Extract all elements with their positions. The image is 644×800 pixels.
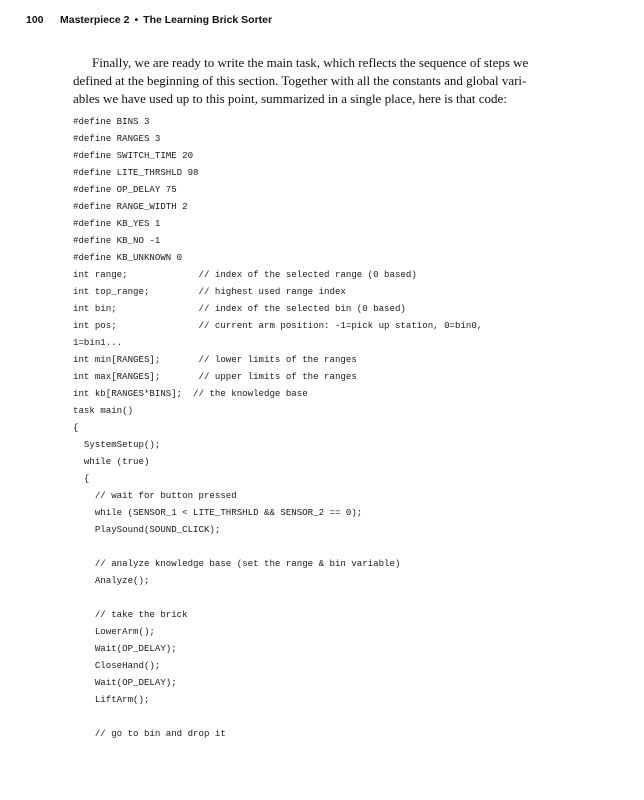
code-line: while (true) [73,456,150,467]
code-line: // analyze knowledge base (set the range & bin variable) [73,558,401,569]
code-line [73,708,482,725]
code-line: #define KB_YES 1 [73,218,161,229]
code-line: #define OP_DELAY 75 [73,184,177,195]
code-line: { [73,473,90,484]
code-line: // wait for button pressed [73,490,237,501]
code-line: PlaySound(SOUND_CLICK); [73,524,221,535]
code-line: int min[RANGES]; // lower limits of the ranges [73,354,357,365]
code-line: Wait(OP_DELAY); [73,643,177,654]
code-line: #define BINS 3 [73,116,150,127]
page-number: 100 [26,14,44,26]
code-line: task main() [73,405,134,416]
code-line: #define RANGES 3 [73,133,161,144]
code-line: #define LITE_THRSHLD 98 [73,167,199,178]
code-line: #define KB_NO -1 [73,235,161,246]
intro-line: ables we have used up to this point, summarized in a single place, here is that code: [73,91,507,106]
code-line [73,589,482,606]
code-line: #define SWITCH_TIME 20 [73,150,194,161]
code-line: int bin; // index of the selected bin (0 based) [73,303,406,314]
code-line: Analyze(); [73,575,150,586]
code-line: LowerArm(); [73,626,155,637]
code-line: Wait(OP_DELAY); [73,677,177,688]
code-line: // go to bin and drop it [73,728,226,739]
header-separator: • [134,14,139,26]
code-line: #define KB_UNKNOWN 0 [73,252,183,263]
code-line: while (SENSOR_1 < LITE_THRSHLD && SENSOR_2 == 0); [73,507,363,518]
code-line: // take the brick [73,609,188,620]
code-line: CloseHand(); [73,660,161,671]
code-line: int range; // index of the selected range (0 based) [73,269,417,280]
intro-line: defined at the beginning of this section. Together with all the constants and global vari- [73,73,527,88]
intro-paragraph [73,54,563,108]
code-line: SystemSetup(); [73,439,161,450]
code-line: #define RANGE_WIDTH 2 [73,201,188,212]
code-line: LiftArm(); [73,694,150,705]
code-line: int max[RANGES]; // upper limits of the ranges [73,371,357,382]
running-header [26,14,272,32]
code-line: int kb[RANGES*BINS]; // the knowledge base [73,388,308,399]
code-line [73,538,482,555]
intro-line: Finally, we are ready to write the main task, which reflects the sequence of steps we [92,55,529,70]
code-line: int top_range; // highest used range index [73,286,346,297]
chapter-title: The Learning Brick Sorter [143,14,273,26]
book-title: Masterpiece 2 [60,14,130,26]
code-listing [73,113,482,742]
code-line: int pos; // current arm position: -1=pick up station, 0=bin0, [73,320,483,331]
code-line: 1=bin1... [73,337,123,348]
code-line: { [73,422,79,433]
